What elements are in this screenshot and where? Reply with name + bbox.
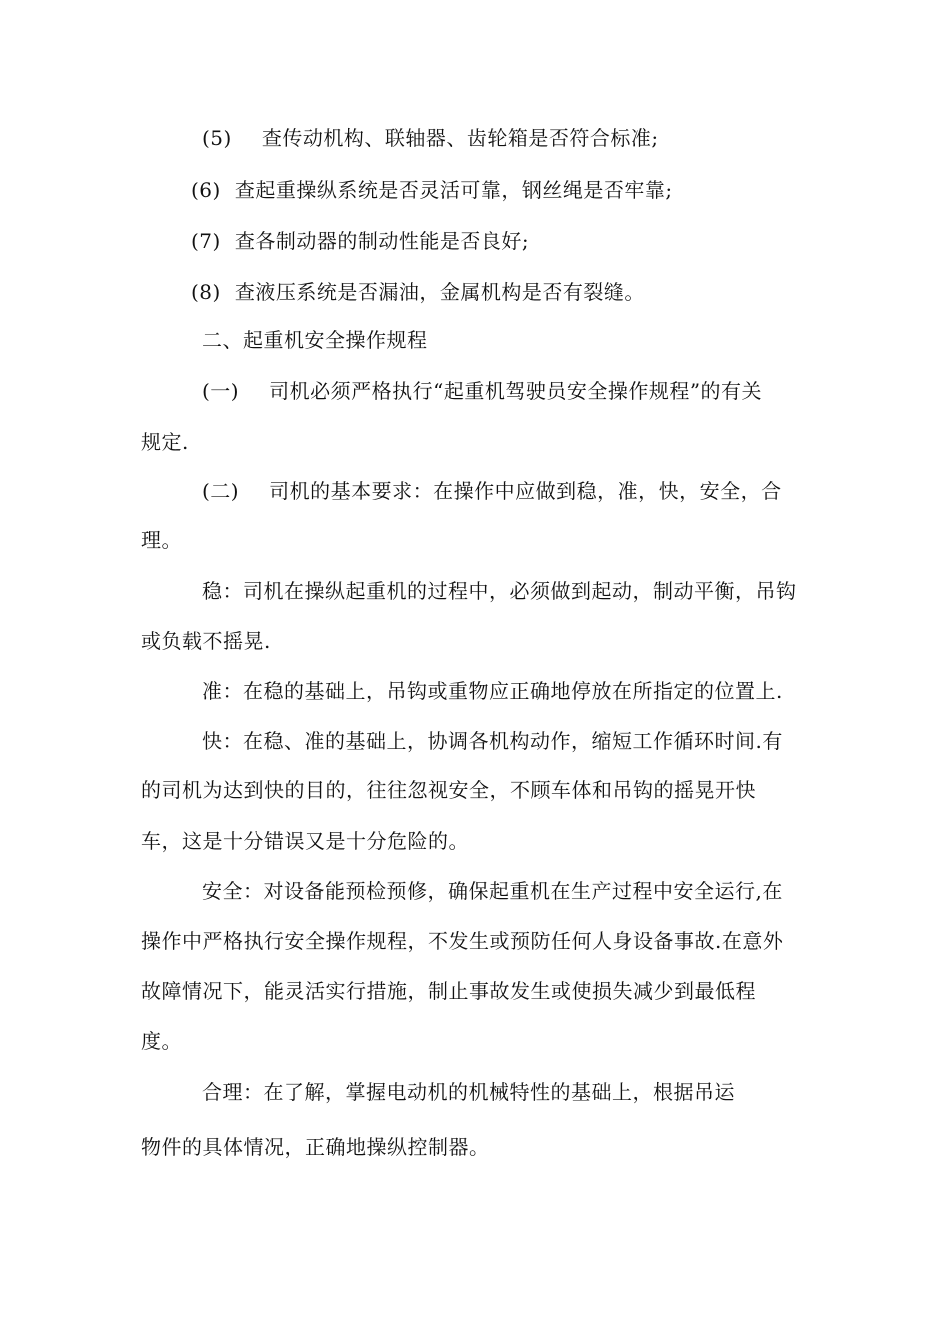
definition-anquan-line-2: 操作中严格执行安全操作规程，不发生或预防任何人身设备事故.在意外 <box>141 929 784 953</box>
definition-kuai-line-3: 车，这是十分错误又是十分危险的。 <box>141 829 469 853</box>
rule-label: (二) <box>202 479 240 503</box>
rule-label: (一) <box>202 379 240 403</box>
check-item-text: 查液压系统是否漏油，金属机构是否有裂缝。 <box>234 280 645 304</box>
check-item-label: (5) <box>202 126 232 150</box>
definition-anquan-line-4: 度。 <box>141 1029 182 1053</box>
definition-heli-line-1: 合理：在了解，掌握电动机的机械特性的基础上，根据吊运 <box>202 1080 735 1104</box>
check-item-6 <box>191 177 673 203</box>
rule-text: 司机的基本要求：在操作中应做到稳，准，快，安全，合 <box>269 479 782 503</box>
check-item-label: (7) <box>191 229 221 253</box>
definition-heli-line-2: 物件的具体情况，正确地操纵控制器。 <box>141 1135 490 1159</box>
rule-1-first-line <box>202 378 762 404</box>
rule-text: 司机必须严格执行“起重机驾驶员安全操作规程”的有关 <box>269 379 763 403</box>
definition-wen-line-2: 或负载不摇晃. <box>141 629 271 653</box>
check-item-text: 查各制动器的制动性能是否良好; <box>234 229 530 253</box>
check-item-8 <box>191 279 645 305</box>
definition-anquan-line-1: 安全：对设备能预检预修，确保起重机在生产过程中安全运行,在 <box>202 879 783 903</box>
check-item-text: 查起重操纵系统是否灵活可靠，钢丝绳是否牢靠; <box>234 178 673 202</box>
check-item-label: (8) <box>191 280 221 304</box>
rule-1-second-line: 规定. <box>141 430 189 454</box>
check-item-text: 查传动机构、联轴器、齿轮箱是否符合标准; <box>261 126 659 150</box>
rule-2-first-line <box>202 478 782 504</box>
definition-kuai-line-2: 的司机为达到快的目的，往往忽视安全，不顾车体和吊钩的摇晃开快 <box>141 778 756 802</box>
definition-wen-line-1: 稳：司机在操纵起重机的过程中，必须做到起动，制动平衡，吊钩 <box>202 579 797 603</box>
check-item-label: (6) <box>191 178 221 202</box>
definition-zhun-line-1: 准：在稳的基础上，吊钩或重物应正确地停放在所指定的位置上. <box>202 679 783 703</box>
definition-kuai-line-1: 快：在稳、准的基础上，协调各机构动作，缩短工作循环时间.有 <box>202 729 783 753</box>
definition-anquan-line-3: 故障情况下，能灵活实行措施，制止事故发生或使损失减少到最低程 <box>141 979 756 1003</box>
check-item-7 <box>191 228 529 254</box>
check-item-5 <box>202 125 659 151</box>
rule-2-second-line: 理。 <box>141 528 182 552</box>
section-heading: 二、起重机安全操作规程 <box>202 328 428 352</box>
